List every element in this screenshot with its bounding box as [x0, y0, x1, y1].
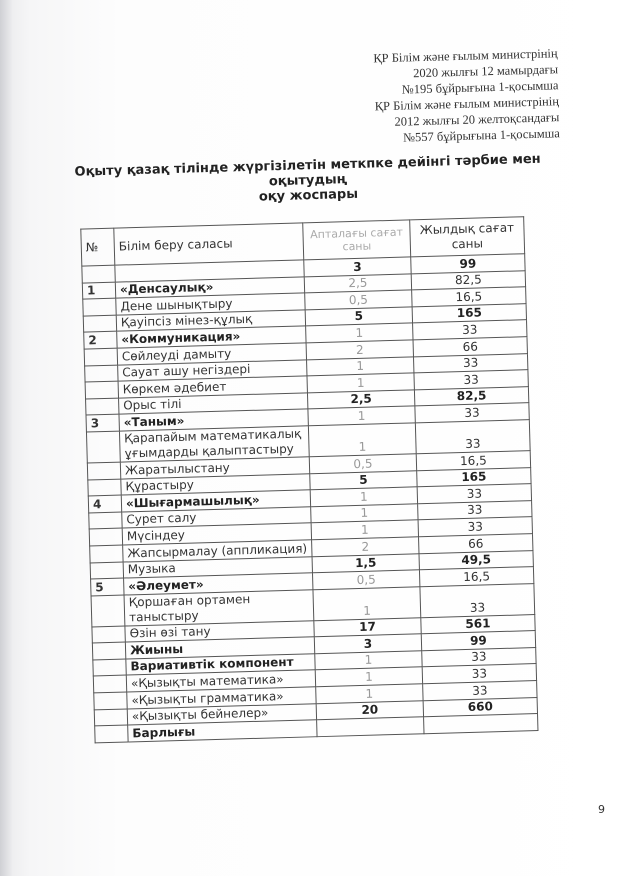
row-area: «Шығармашылық»	[121, 490, 310, 512]
row-yearly-hours: 33	[414, 370, 528, 390]
row-weekly-hours	[317, 717, 424, 737]
row-area: Сөйлеуді дамыту	[117, 343, 306, 365]
curriculum-table	[80, 216, 538, 743]
row-number	[88, 479, 121, 497]
row-area: Қарапайым математикалық ұғымдарды қалыптастыру	[119, 426, 309, 462]
row-weekly-hours: 1	[307, 356, 414, 376]
row-weekly-hours: 1	[308, 406, 415, 426]
header-weekly-hours: Апталағы сағат саны	[303, 220, 411, 260]
row-number	[91, 595, 125, 627]
row-yearly-hours: 33	[413, 353, 527, 373]
row-area: Барлығы	[128, 720, 317, 742]
approval-line: ҚР Білім және ғылым министрінің	[373, 46, 558, 66]
title-line: Оқыту қазақ тілінде жүргізілетін меткпке дейінгі тәрбие мен оқытудың	[74, 151, 541, 190]
row-weekly-hours: 1	[315, 651, 422, 671]
row-number	[93, 675, 126, 693]
row-number: 2	[84, 332, 117, 350]
row-number	[92, 642, 125, 660]
row-yearly-hours: 660	[423, 697, 537, 717]
approval-line: №195 бұйрығына 1-қосымша	[401, 78, 559, 97]
row-yearly-hours: 33	[413, 320, 527, 340]
row-weekly-hours: 1	[316, 684, 423, 704]
row-area: Қауіпсіз мінез-құлық	[116, 310, 305, 332]
row-area: Жапсырмалау (аппликация)	[123, 540, 312, 562]
row-yearly-hours: 16,5	[419, 567, 533, 587]
row-yearly-hours: 165	[412, 303, 526, 323]
row-area: «Қызықты бейнелер»	[127, 703, 316, 725]
row-number	[94, 692, 127, 710]
row-yearly-hours: 33	[422, 647, 536, 667]
row-yearly-hours: 33	[418, 517, 532, 537]
row-number: 4	[88, 495, 121, 513]
row-yearly-hours: 82,5	[414, 386, 528, 406]
approval-line: 2012 жылғы 20 желтоқсандағы	[394, 110, 560, 129]
row-weekly-hours: 1	[307, 373, 414, 393]
row-weekly-hours: 3	[314, 634, 421, 654]
row-area: Көркем әдебиет	[118, 376, 307, 398]
row-yearly-hours: 16,5	[416, 451, 530, 471]
row-weekly-hours: 0,5	[309, 454, 416, 474]
row-number	[92, 626, 125, 644]
row-yearly-hours: 82,5	[411, 270, 525, 290]
row-area: «Коммуникация»	[117, 326, 306, 348]
row-area: Құрастыру	[121, 473, 310, 495]
row-weekly-hours: 20	[316, 700, 423, 720]
row-number	[82, 265, 115, 283]
page-number: 9	[598, 803, 605, 816]
row-weekly-hours: 1	[311, 504, 418, 524]
row-weekly-hours: 1,5	[312, 553, 419, 573]
row-number	[94, 709, 127, 727]
row-weekly-hours: 3	[304, 257, 411, 277]
row-area: Мүсіндеу	[122, 523, 311, 545]
row-weekly-hours: 2,5	[307, 390, 414, 410]
approval-note	[373, 45, 560, 146]
row-weekly-hours: 17	[314, 617, 421, 637]
row-number: 1	[82, 282, 115, 300]
row-yearly-hours: 16,5	[412, 287, 526, 307]
row-yearly-hours: 99	[421, 631, 535, 651]
row-yearly-hours: 99	[411, 254, 525, 274]
row-yearly-hours: 66	[413, 337, 527, 357]
row-weekly-hours: 1	[306, 323, 413, 343]
row-yearly-hours: 561	[421, 614, 535, 634]
row-area: Жаратылыстану	[120, 457, 309, 479]
row-yearly-hours: 49,5	[419, 550, 533, 570]
row-area: Сауат ашу негіздері	[118, 359, 307, 381]
row-weekly-hours: 1	[310, 487, 417, 507]
header-area: Білім беру саласы	[114, 223, 304, 265]
row-area: «Әлеумет»	[124, 573, 313, 595]
row-weekly-hours: 0,5	[312, 570, 419, 590]
row-yearly-hours	[424, 714, 538, 734]
row-area: Орыс тілі	[119, 393, 308, 415]
row-number	[90, 545, 123, 563]
row-area: Сурет салу	[122, 507, 311, 529]
row-number	[89, 512, 122, 530]
row-weekly-hours: 1	[311, 520, 418, 540]
row-number	[83, 298, 116, 316]
row-number	[84, 348, 117, 366]
row-weekly-hours: 1	[315, 667, 422, 687]
row-area: Музыка	[123, 556, 312, 578]
approval-line: №557 бұйрығына 1-қосымша	[402, 126, 561, 145]
row-number	[86, 398, 119, 416]
row-number	[93, 659, 126, 677]
row-number	[95, 725, 128, 743]
row-yearly-hours: 165	[417, 467, 531, 487]
row-number	[90, 562, 123, 580]
row-yearly-hours: 33	[415, 420, 530, 454]
row-area: Қоршаған ортамен таныстыру	[124, 589, 314, 625]
row-yearly-hours: 33	[418, 500, 532, 520]
row-yearly-hours: 33	[423, 681, 537, 701]
row-area: «Таным»	[119, 409, 308, 431]
row-yearly-hours: 33	[422, 664, 536, 684]
header-yearly-hours: Жылдық сағат саны	[410, 217, 525, 257]
row-number	[89, 528, 122, 546]
row-yearly-hours: 33	[420, 583, 535, 617]
row-yearly-hours: 66	[419, 534, 533, 554]
row-weekly-hours: 2	[306, 340, 413, 360]
row-weekly-hours: 0,5	[305, 290, 412, 310]
row-yearly-hours: 33	[417, 484, 531, 504]
row-area: «Қызықты математика»	[126, 670, 315, 692]
row-area: «Қызықты грамматика»	[127, 687, 316, 709]
approval-line: ҚР Білім және ғылым министрінің	[374, 94, 560, 114]
row-weekly-hours: 5	[305, 307, 412, 327]
row-weekly-hours: 2,5	[304, 273, 411, 293]
row-area: Вариативтік компонент	[126, 654, 315, 676]
row-weekly-hours: 1	[313, 586, 421, 620]
row-number	[87, 462, 120, 480]
row-number	[86, 431, 120, 463]
row-area: Өзін өзі тану	[125, 620, 314, 642]
header-number: №	[81, 228, 115, 266]
row-number	[85, 365, 118, 383]
title-line: оқу жоспары	[258, 186, 359, 205]
row-weekly-hours: 5	[310, 470, 417, 490]
row-number	[83, 315, 116, 333]
row-number: 3	[86, 414, 119, 432]
row-number	[85, 381, 118, 399]
row-weekly-hours: 2	[312, 537, 419, 557]
approval-line: 2020 жылғы 12 мамырдағы	[413, 62, 559, 81]
document-title	[48, 151, 569, 211]
row-area: Дене шынықтыру	[116, 293, 305, 315]
row-area: «Денсаулық»	[115, 276, 304, 298]
row-area: Жиыны	[125, 637, 314, 659]
row-number: 5	[91, 578, 124, 596]
row-yearly-hours: 33	[415, 403, 529, 423]
row-weekly-hours: 1	[308, 423, 416, 457]
